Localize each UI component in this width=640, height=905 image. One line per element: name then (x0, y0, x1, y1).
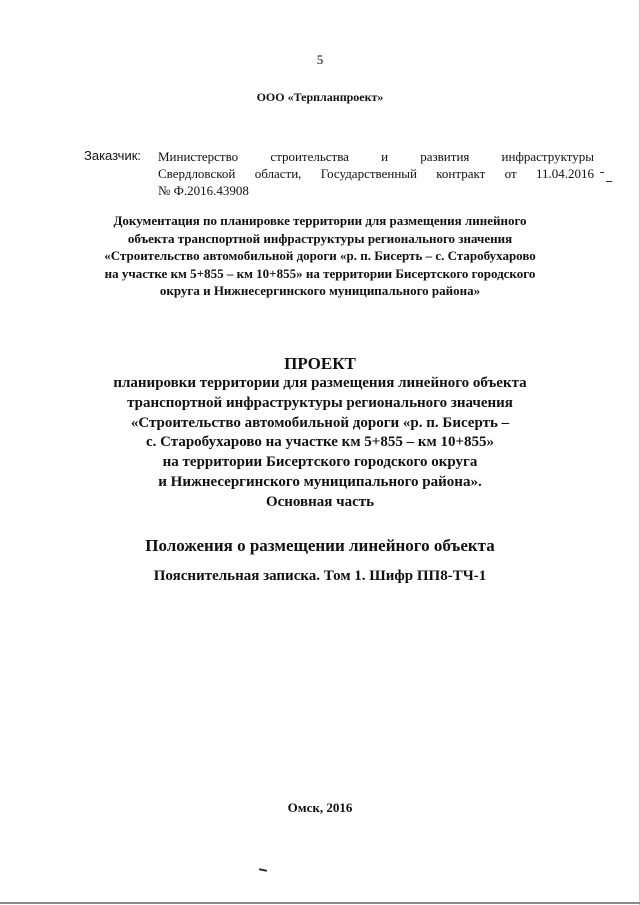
place-and-year: Омск, 2016 (287, 800, 353, 815)
project-line: «Строительство автомобильной дороги «р. п. Бисерть – (130, 414, 510, 431)
explanatory-note-title: Пояснительная записка. Том 1. Шифр ПП8-ТЧ-1 (153, 568, 487, 584)
project-line: на территории Бисертского городского округа (162, 454, 478, 471)
documentation-title (80, 212, 560, 300)
project-line: с. Старобухарово на участке км 5+855 – км 10+855» (145, 434, 494, 451)
customer-line-3: № Ф.2016.43908 (158, 183, 249, 198)
scan-speck (606, 181, 612, 182)
customer-details (158, 148, 594, 199)
documentation-title-line: на участке км 5+855 – км 10+855» на территории Бисертского городского (104, 265, 536, 281)
customer-line-1: Министерство строительства и развития инфраструктуры (158, 149, 594, 164)
documentation-title-line: Документация по планировке территории для размещения линейного (113, 213, 527, 228)
page-number: 5 (316, 52, 324, 67)
project-line: и Нижнесергинского муниципального района». (158, 473, 482, 490)
scan-edge-line (0, 902, 640, 904)
project-line: Основная часть (265, 493, 375, 510)
project-line: планировки территории для размещения линейного объекта (113, 375, 527, 391)
customer-line-2: Свердловской области, Государственный контракт от 11.04.2016 (158, 166, 594, 181)
documentation-title-line: округа и Нижнесергинского муниципального района» (159, 283, 481, 298)
project-description (80, 374, 560, 513)
documentation-title-line: объекта транспортной инфраструктуры регионального значения (127, 230, 513, 246)
project-line: транспортной инфраструктуры регионального значения (127, 394, 513, 411)
scan-speck (259, 868, 267, 872)
company-name: ООО «Терпланпроект» (256, 90, 384, 104)
customer-label: Заказчик: (84, 148, 142, 163)
scan-speck (600, 172, 604, 173)
section-title: Положения о размещении линейного объекта (145, 536, 495, 555)
documentation-title-line: «Строительство автомобильной дороги «р. п. Бисерть – с. Старобухарово (104, 248, 536, 263)
project-heading: ПРОЕКТ (284, 354, 356, 373)
